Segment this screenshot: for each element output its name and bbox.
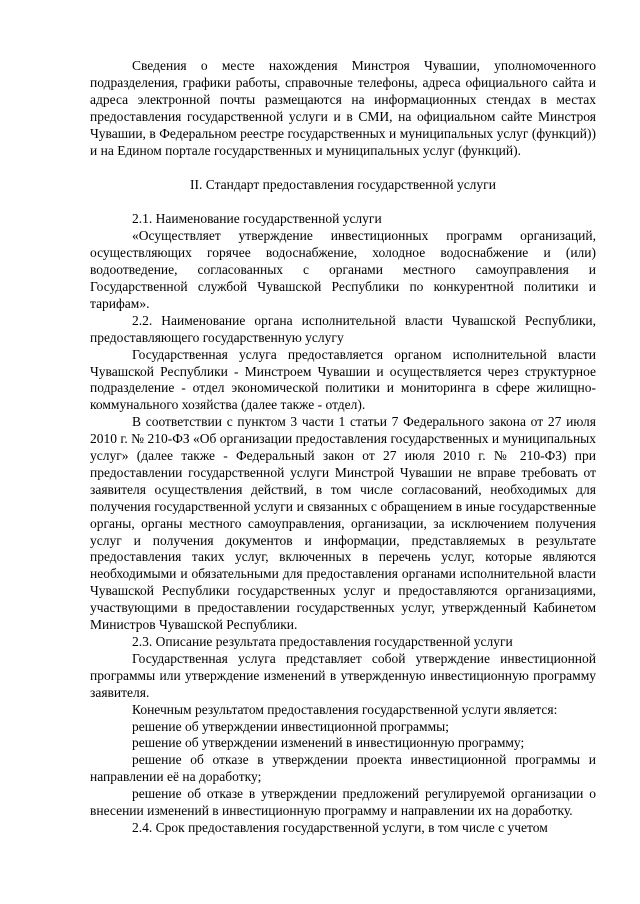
final-result-paragraph: Конечным результатом предоставления государственной услуги является:: [132, 701, 558, 717]
heading-2-2: 2.2. Наименование органа исполнительной власти Чувашской Республики, предоставляющего государственную услугу: [90, 312, 596, 345]
service-name-paragraph: «Осуществляет утверждение инвестиционных программ организаций, осуществляющих горячее водоснабжение, холодное водоснабжение и (или) водоотведение, согласованных с органами местного самоуправления и Государственной службой Чувашской Республики по конкурентной политики и тарифам».: [90, 228, 596, 311]
heading-2-1: 2.1. Наименование государственной услуги: [132, 211, 382, 227]
section-title: II. Стандарт предоставления государственной услуги: [190, 177, 496, 193]
document-page: [90, 58, 596, 837]
heading-2-3: 2.3. Описание результата предоставления государственной услуги: [132, 634, 513, 649]
result-item-2: решение об утверждении изменений в инвестиционную программу;: [132, 735, 525, 751]
service-provider-paragraph: Государственная услуга предоставляется органом исполнительной власти Чувашской Республики - Минстроем Чувашии и осуществляется через структурное подразделение - отдел экономической политики и мониторинга в сфере жилищно-коммунального хозяйства (далее также - отдел).: [90, 346, 596, 413]
result-description-paragraph: Государственная услуга представляет собой утверждение инвестиционной программы или утверждение изменений в утвержденную инвестиционную программу заявителя.: [90, 650, 596, 700]
federal-law-paragraph: В соответствии с пунктом 3 части 1 статьи 7 Федерального закона от 27 июля 2010 г. № 210-ФЗ «Об организации предоставления государственных и муниципальных услуг» (далее также - Федеральный закон от 27 июля 2010 г. № 210-ФЗ) при предоставлении государственной услуги Минстрой Чувашии не вправе требовать от заявителя осуществления действий, в том числе согласований, необходимых для получения государственной услуги и связанных с обращением в иные государственные органы, органы местного самоуправления, организации, за исключением получения услуг и получения документов и информации, представляемых в результате предоставления таких услуг, включенных в перечень услуг, которые являются необходимыми и обязательными для предоставления органами исполнительной власти Чувашской Республики государственных услуг и предоставляются организациями, участвующими в предоставлении государственных услуг, утвержденный Кабинетом Министров Чувашской Республики.: [90, 414, 596, 633]
result-item-1: решение об утверждении инвестиционной программы;: [132, 718, 449, 734]
paragraph-info-placement: Сведения о месте нахождения Минстроя Чувашии, уполномоченного подразделения, графики работы, справочные телефоны, адреса официального сайта и адреса электронной почты размещаются на информационных стендах в местах предоставления государственной услуги и в СМИ, на официальном сайте Минстроя Чувашии, в Федеральном реестре государственных и муниципальных услуг (функций)) и на Едином портале государственных и муниципальных услуг (функций).: [90, 58, 596, 158]
heading-2-4: 2.4. Срок предоставления государственной услуги, в том числе с учетом: [132, 819, 548, 835]
result-item-3: решение об отказе в утверждении проекта инвестиционной программы и направлении её на доработку;: [90, 752, 596, 785]
result-item-4: решение об отказе в утверждении предложений регулируемой организации о внесении изменений в инвестиционную программу и направлении их на доработку.: [90, 786, 596, 819]
